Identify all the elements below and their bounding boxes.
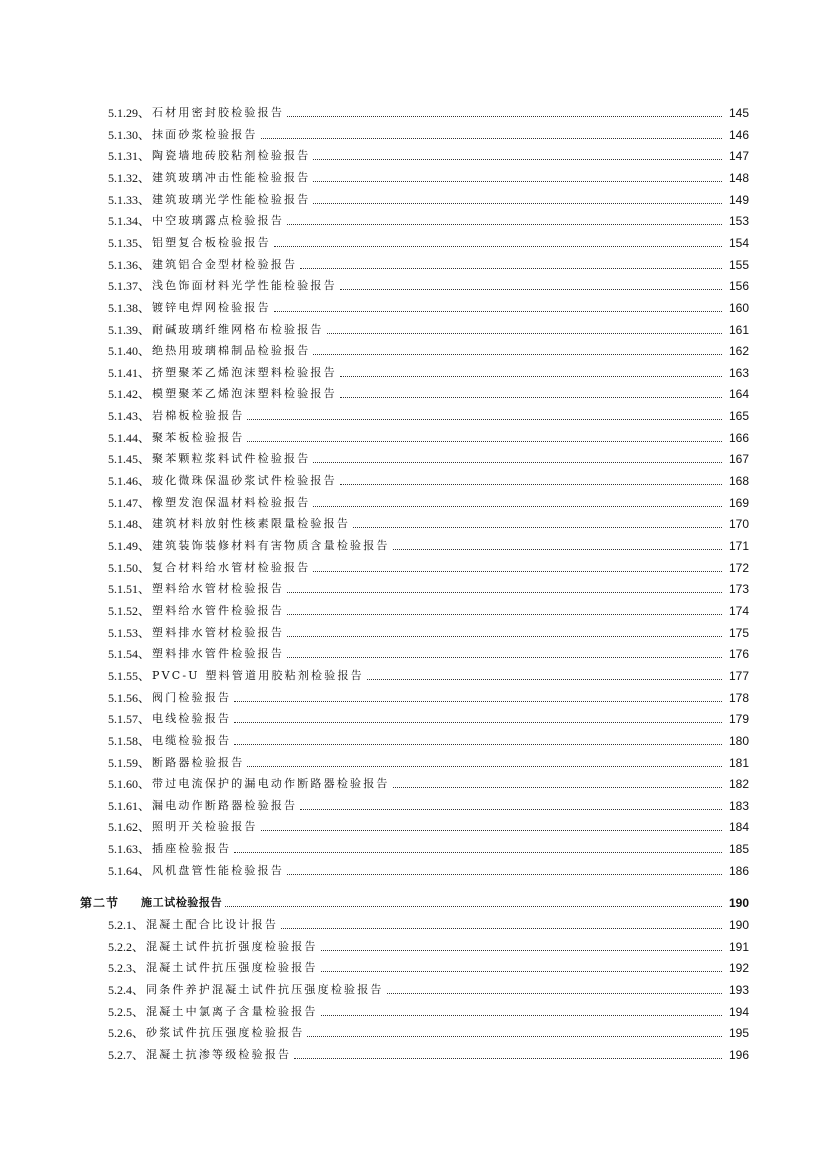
toc-entry-title: 照明开关检验报告 — [152, 820, 258, 834]
dot-leader — [247, 765, 722, 767]
toc-entry-page-number: 185 — [728, 842, 749, 857]
toc-entry-page-number: 190 — [728, 918, 749, 933]
toc-entry-title: 漏电动作断路器检验报告 — [152, 798, 298, 812]
toc-entry-page-number: 145 — [728, 106, 749, 120]
dot-leader — [287, 591, 722, 593]
toc-entry-number: 5.1.60、 — [108, 777, 151, 792]
toc-entry[interactable] — [108, 338, 749, 358]
toc-entry[interactable] — [108, 771, 749, 791]
dot-leader — [313, 202, 722, 204]
toc-entry-page-number: 179 — [728, 712, 749, 727]
toc-entry-page-number: 191 — [728, 939, 749, 954]
toc-entry[interactable] — [108, 187, 749, 207]
toc-entry-title: 镀锌电焊网检验报告 — [152, 300, 271, 314]
toc-entry-number: 5.1.45、 — [108, 452, 151, 467]
dot-leader — [294, 1057, 722, 1059]
toc-entry[interactable] — [108, 663, 749, 683]
toc-entry-title: 聚苯颗粒浆料试件检验报告 — [152, 452, 311, 466]
toc-entry[interactable] — [108, 977, 749, 997]
toc-entry-number: 第二节 — [80, 896, 120, 911]
toc-entry[interactable] — [108, 100, 749, 120]
toc-entry-page-number: 147 — [728, 149, 749, 164]
dot-leader — [313, 505, 722, 507]
toc-entry-title: 带过电流保护的漏电动作断路器检验报告 — [152, 777, 390, 791]
toc-entry-number: 5.1.43、 — [108, 409, 151, 424]
toc-entry-page-number: 175 — [728, 625, 749, 640]
toc-section-heading[interactable] — [80, 890, 749, 910]
toc-entry-page-number: 177 — [728, 668, 749, 683]
dot-leader — [287, 873, 722, 875]
toc-entry-title: 橡塑发泡保温材料检验报告 — [152, 495, 311, 509]
toc-entry[interactable] — [108, 858, 749, 878]
toc-entry-number: 5.2.5、 — [108, 1004, 145, 1019]
dot-leader — [247, 440, 722, 442]
toc-entry-page-number: 171 — [728, 539, 749, 553]
toc-entry-title: 阀门检验报告 — [152, 690, 232, 704]
toc-entry-number: 5.1.54、 — [108, 647, 151, 662]
toc-entry[interactable] — [108, 122, 749, 142]
toc-entry-title: 塑料给水管材检验报告 — [152, 582, 285, 596]
toc-entry-page-number: 148 — [728, 170, 749, 185]
toc-entry-page-number: 160 — [728, 300, 749, 315]
dot-leader — [313, 353, 722, 355]
toc-entry-title: 玻化微珠保温砂浆试件检验报告 — [152, 474, 337, 488]
toc-entry-title: 耐碱玻璃纤维网格布检验报告 — [152, 322, 324, 336]
toc-entry-number: 5.2.7、 — [108, 1047, 145, 1062]
dot-leader — [225, 905, 722, 907]
dot-leader — [261, 137, 722, 139]
dot-leader — [313, 461, 722, 463]
toc-entry-number: 5.1.63、 — [108, 842, 151, 857]
toc-entry[interactable] — [108, 728, 749, 748]
dot-leader — [287, 115, 722, 117]
toc-entry-title: 塑料给水管件检验报告 — [152, 603, 285, 617]
toc-entry-page-number: 184 — [728, 820, 749, 835]
toc-entry-title: 断路器检验报告 — [152, 755, 245, 769]
toc-entry-page-number: 163 — [728, 365, 749, 380]
toc-entry-page-number: 153 — [728, 214, 749, 229]
toc-entry-page-number: 192 — [728, 961, 749, 976]
toc-entry-number: 5.1.50、 — [108, 560, 151, 575]
toc-entry-page-number: 182 — [728, 777, 749, 792]
toc-entry-number: 5.1.35、 — [108, 235, 151, 250]
toc-entry-number: 5.1.52、 — [108, 603, 151, 618]
toc-entry-title: 陶瓷墙地砖胶粘剂检验报告 — [152, 149, 311, 163]
dot-leader — [281, 927, 722, 929]
toc-entry-title: 挤塑聚苯乙烯泡沫塑料检验报告 — [152, 365, 337, 379]
toc-entry[interactable] — [108, 381, 749, 401]
toc-entry-page-number: 195 — [728, 1026, 749, 1041]
toc-entry-title: 混凝土中氯离子含量检验报告 — [146, 1004, 318, 1018]
toc-entry-number: 5.1.42、 — [108, 387, 151, 402]
toc-entry-title: 建筑玻璃冲击性能检验报告 — [152, 170, 311, 184]
dot-leader — [340, 375, 722, 377]
toc-entry[interactable] — [108, 143, 749, 163]
dot-leader — [234, 851, 722, 853]
toc-entry[interactable] — [108, 1042, 749, 1062]
toc-entry-title: 中空玻璃露点检验报告 — [152, 214, 285, 228]
toc-entry-title: 混凝土试件抗折强度检验报告 — [146, 939, 318, 953]
dot-leader — [307, 1035, 722, 1037]
toc-entry-number: 5.1.37、 — [108, 279, 151, 294]
toc-entry-page-number: 172 — [728, 560, 749, 575]
toc-entry[interactable] — [108, 295, 749, 315]
toc-entry[interactable] — [108, 490, 749, 510]
toc-entry-page-number: 165 — [728, 409, 749, 424]
toc-entry[interactable] — [108, 620, 749, 640]
toc-entry-page-number: 178 — [728, 690, 749, 705]
dot-leader — [313, 570, 722, 572]
dot-leader — [313, 180, 722, 182]
toc-entry-page-number: 181 — [728, 755, 749, 770]
toc-entry[interactable] — [108, 403, 749, 423]
dot-leader — [387, 992, 722, 994]
toc-entry-title: 建筑玻璃光学性能检验报告 — [152, 192, 311, 206]
toc-entry-number: 5.1.56、 — [108, 690, 151, 705]
dot-leader — [287, 613, 722, 615]
toc-entry-title: 抹面砂浆检验报告 — [152, 127, 258, 141]
toc-entry-title: 电线检验报告 — [152, 712, 232, 726]
toc-entry[interactable] — [108, 511, 749, 531]
toc-entry-title: 风机盘管性能检验报告 — [152, 863, 285, 877]
dot-leader — [247, 418, 722, 420]
dot-leader — [300, 267, 722, 269]
toc-entry[interactable] — [108, 912, 749, 932]
toc-entry-title: 同条件养护混凝土试件抗压强度检验报告 — [146, 983, 384, 996]
toc-entry-page-number: 149 — [728, 192, 749, 207]
toc-entry-title: 砂浆试件抗压强度检验报告 — [146, 1026, 305, 1040]
dot-leader — [393, 548, 722, 550]
toc-entry-title: 绝热用玻璃棉制品检验报告 — [152, 344, 311, 358]
toc-entry-number: 5.1.30、 — [108, 127, 151, 142]
toc-entry-number: 5.1.46、 — [108, 474, 151, 489]
toc-entry-number: 5.1.29、 — [108, 106, 151, 120]
toc-entry-number: 5.1.39、 — [108, 322, 151, 337]
dot-leader — [340, 483, 722, 485]
toc-entry-number: 5.1.53、 — [108, 625, 151, 640]
toc-entry-number: 5.1.47、 — [108, 495, 151, 510]
toc-entry-title: PVC-U 塑料管道用胶粘剂检验报告 — [152, 668, 364, 682]
toc-entry-page-number: 146 — [728, 127, 749, 142]
toc-entry[interactable] — [108, 468, 749, 488]
toc-entry-title: 塑料排水管件检验报告 — [152, 647, 285, 661]
toc-entry[interactable] — [108, 317, 749, 337]
toc-entry[interactable] — [108, 750, 749, 770]
dot-leader — [234, 700, 722, 702]
toc-entry-page-number: 186 — [728, 863, 749, 878]
toc-entry-page-number: 170 — [728, 517, 749, 532]
toc-entry-title: 建筑装饰装修材料有害物质含量检验报告 — [152, 539, 390, 552]
toc-entry-number: 5.2.2、 — [108, 939, 145, 954]
dot-leader — [234, 721, 722, 723]
toc-entry-number: 5.1.51、 — [108, 582, 151, 597]
toc-entry-page-number: 176 — [728, 647, 749, 662]
toc-entry[interactable] — [108, 208, 749, 228]
dot-leader — [287, 223, 722, 225]
toc-entry-title: 聚苯板检验报告 — [152, 430, 245, 444]
toc-entry[interactable] — [108, 252, 749, 272]
toc-entry-title: 插座检验报告 — [152, 842, 232, 856]
toc-entry[interactable] — [108, 955, 749, 975]
toc-entry-number: 5.1.48、 — [108, 517, 151, 532]
toc-entry[interactable] — [108, 230, 749, 250]
toc-entry-title: 建筑材料放射性核素限量检验报告 — [152, 517, 351, 531]
toc-entry-page-number: 194 — [728, 1004, 749, 1019]
toc-entry[interactable] — [108, 598, 749, 618]
toc-entry[interactable] — [108, 165, 749, 185]
toc-entry-number: 5.2.6、 — [108, 1026, 145, 1041]
toc-entry[interactable] — [108, 814, 749, 834]
dot-leader — [321, 970, 722, 972]
toc-entry-number: 5.1.38、 — [108, 300, 151, 315]
toc-entry-number: 5.2.4、 — [108, 983, 145, 997]
toc-entry-title: 模塑聚苯乙烯泡沫塑料检验报告 — [152, 387, 337, 401]
toc-entry-page-number: 193 — [728, 983, 749, 997]
toc-entry-number: 5.1.61、 — [108, 798, 151, 813]
toc-entry[interactable] — [108, 273, 749, 293]
toc-entry-page-number: 161 — [728, 322, 749, 337]
toc-entry-number: 5.1.49、 — [108, 539, 151, 553]
toc-entry-number: 5.1.57、 — [108, 712, 151, 727]
toc-entry-number: 5.1.36、 — [108, 257, 151, 272]
toc-entry-page-number: 156 — [728, 279, 749, 294]
dot-leader — [340, 396, 722, 398]
dot-leader — [340, 288, 722, 290]
toc-entry-number: 5.2.3、 — [108, 961, 145, 976]
toc-entry[interactable] — [108, 360, 749, 380]
toc-entry-number: 5.1.41、 — [108, 365, 151, 380]
toc-entry-page-number: 190 — [728, 896, 749, 911]
toc-entry-page-number: 154 — [728, 235, 749, 250]
toc-entry-page-number: 173 — [728, 582, 749, 597]
toc-entry-title: 电缆检验报告 — [152, 733, 232, 747]
toc-entry-number: 5.1.64、 — [108, 863, 151, 878]
dot-leader — [261, 829, 722, 831]
toc-entry-page-number: 155 — [728, 257, 749, 272]
toc-entry-page-number: 174 — [728, 603, 749, 618]
toc-entry-title: 施工试检验报告 — [141, 896, 223, 910]
dot-leader — [353, 526, 722, 528]
toc-entry-title: 混凝土试件抗压强度检验报告 — [146, 961, 318, 975]
toc-entry-page-number: 196 — [728, 1047, 749, 1062]
toc-entry[interactable] — [108, 685, 749, 705]
toc-entry[interactable] — [108, 999, 749, 1019]
dot-leader — [300, 808, 722, 810]
toc-entry-number: 5.1.58、 — [108, 733, 151, 748]
toc-entry[interactable] — [108, 425, 749, 445]
toc-entry-title: 石材用密封胶检验报告 — [152, 106, 285, 119]
toc-entry-page-number: 164 — [728, 387, 749, 402]
toc-entry-number: 5.1.44、 — [108, 430, 151, 445]
toc-entry-number: 5.1.62、 — [108, 820, 151, 835]
toc-entry-number: 5.1.32、 — [108, 170, 151, 185]
dot-leader — [274, 245, 722, 247]
toc-entry[interactable] — [108, 576, 749, 596]
toc-entry-title: 混凝土抗渗等级检验报告 — [146, 1047, 292, 1061]
toc-entry-number: 5.1.59、 — [108, 755, 151, 770]
toc-entry-page-number: 180 — [728, 733, 749, 748]
toc-entry[interactable] — [108, 836, 749, 856]
toc-entry-number: 5.1.33、 — [108, 192, 151, 207]
toc-entry-number: 5.1.31、 — [108, 149, 151, 164]
toc-entry[interactable] — [108, 533, 749, 553]
toc-entry-title: 塑料排水管材检验报告 — [152, 625, 285, 639]
toc-entry[interactable] — [108, 446, 749, 466]
dot-leader — [287, 656, 722, 658]
dot-leader — [313, 158, 722, 160]
dot-leader — [287, 635, 722, 637]
toc-entry-number: 5.1.40、 — [108, 344, 151, 359]
toc-entry[interactable] — [108, 706, 749, 726]
dot-leader — [321, 1014, 722, 1016]
toc-entry-page-number: 169 — [728, 495, 749, 510]
toc-entry-number: 5.2.1、 — [108, 918, 145, 933]
toc-entry-number: 5.1.34、 — [108, 214, 151, 229]
dot-leader — [367, 678, 722, 680]
toc-entry-page-number: 168 — [728, 474, 749, 489]
toc-entry-title: 建筑铝合金型材检验报告 — [152, 257, 298, 271]
toc-entry[interactable] — [108, 555, 749, 575]
toc-entry[interactable] — [108, 793, 749, 813]
toc-entry-title: 铝塑复合板检验报告 — [152, 235, 271, 249]
dot-leader — [234, 743, 722, 745]
toc-entry-number: 5.1.55、 — [108, 668, 151, 683]
toc-entry-title: 复合材料给水管材检验报告 — [152, 560, 311, 574]
toc-entry-title: 混凝土配合比设计报告 — [146, 918, 279, 932]
toc-entry-page-number: 162 — [728, 344, 749, 359]
toc-entry[interactable] — [108, 934, 749, 954]
toc-entry-page-number: 167 — [728, 452, 749, 467]
dot-leader — [274, 310, 722, 312]
toc-entry-page-number: 166 — [728, 430, 749, 445]
toc-entry-title: 浅色饰面材料光学性能检验报告 — [152, 279, 337, 293]
dot-leader — [393, 786, 722, 788]
dot-leader — [321, 949, 722, 951]
dot-leader — [327, 332, 722, 334]
toc-entry[interactable] — [108, 1020, 749, 1040]
toc-entry-page-number: 183 — [728, 798, 749, 813]
toc-entry-title: 岩棉板检验报告 — [152, 409, 245, 423]
toc-entry[interactable] — [108, 641, 749, 661]
